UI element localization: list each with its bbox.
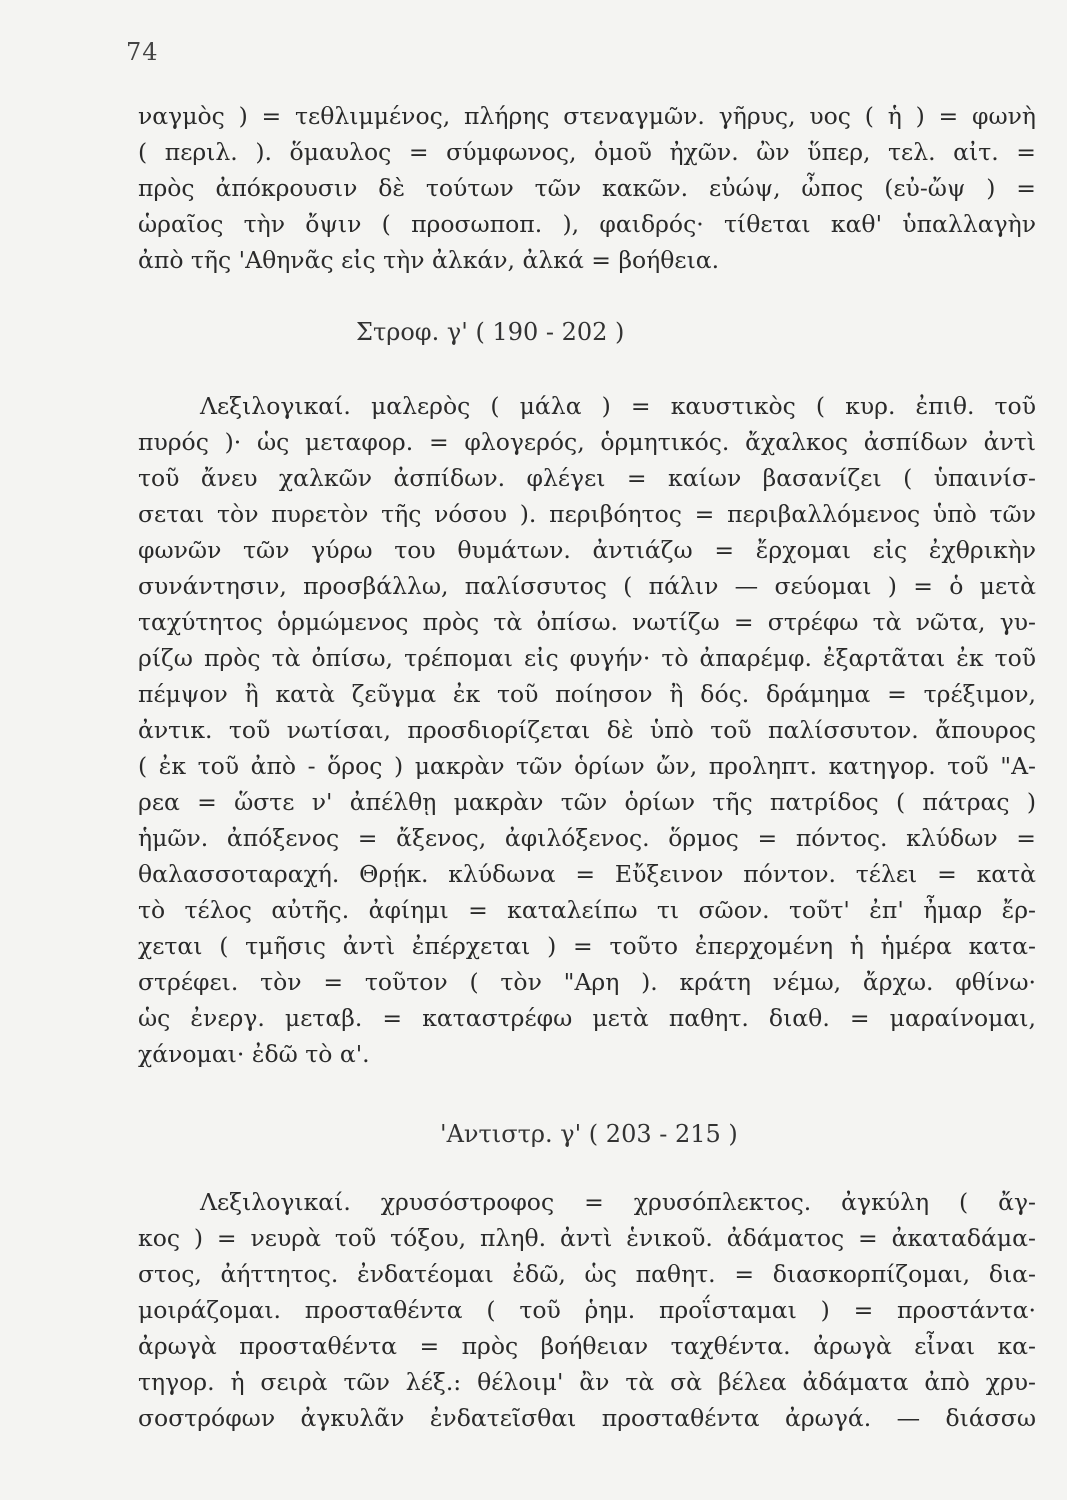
text-line: τηγορ. ἡ σειρὰ τῶν λέξ.: θέλοιμ' ἂν τὰ σὰ βέλεα ἀδάματα ἀπὸ χρυ- bbox=[138, 1368, 1036, 1396]
text-line: συνάντησιν, προσβάλλω, παλίσσυτος ( πάλιν — σεύομαι ) = ὁ μετὰ bbox=[138, 572, 1036, 600]
text-line: τὸ τέλος αὐτῆς. ἀφίημι = καταλείπω τι σῶον. τοῦτ' ἐπ' ἦμαρ ἔρ- bbox=[138, 896, 1036, 924]
text-line: θαλασσοταραχή. Θρῄκ. κλύδωνα = Εὔξεινον πόντον. τέλει = κατὰ bbox=[138, 860, 1036, 888]
text-line: ρίζω πρὸς τὰ ὀπίσω, τρέπομαι εἰς φυγήν· τὸ ἀπαρέμφ. ἐξαρτᾶται ἐκ τοῦ bbox=[138, 644, 1036, 672]
text-line: πρὸς ἀπόκρουσιν δὲ τούτων τῶν κακῶν. εὐώψ, ὦπος (εὐ-ὤψ ) = bbox=[138, 174, 1036, 202]
text-line: σοστρόφων ἀγκυλᾶν ἐνδατεῖσθαι προσταθέντα ἀρωγά. — διάσσω bbox=[138, 1404, 1036, 1432]
text-line: ( ἐκ τοῦ ἀπὸ - ὅρος ) μακρὰν τῶν ὁρίων ὤν, προληπτ. κατηγορ. τοῦ "Α- bbox=[138, 752, 1036, 780]
text-line: ρεα = ὥστε ν' ἀπέλθῃ μακρὰν τῶν ὁρίων τῆς πατρίδος ( πάτρας ) bbox=[138, 788, 1036, 816]
text-line: ταχύτητος ὁρμώμενος πρὸς τὰ ὀπίσω. νωτίζω = στρέφω τὰ νῶτα, γυ- bbox=[138, 608, 1036, 636]
section-heading-antistrophe: 'Αντιστρ. γ' ( 203 - 215 ) bbox=[440, 1120, 738, 1148]
text-line: ἀρωγὰ προσταθέντα = πρὸς βοήθειαν ταχθέντα. ἀρωγὰ εἶναι κα- bbox=[138, 1332, 1036, 1360]
text-line: Λεξιλογικαί. μαλερὸς ( μάλα ) = καυστικὸς ( κυρ. ἐπιθ. τοῦ bbox=[200, 392, 1036, 420]
text-line: ἡμῶν. ἀπόξενος = ἄξενος, ἀφιλόξενος. ὅρμος = πόντος. κλύδων = bbox=[138, 824, 1036, 852]
text-line: πέμψον ἢ κατὰ ζεῦγμα ἐκ τοῦ ποίησον ἢ δός. δράμημα = τρέξιμον, bbox=[138, 680, 1036, 708]
text-line: ναγμὸς ) = τεθλιμμένος, πλήρης στεναγμῶν. γῆρυς, υος ( ἡ ) = φωνὴ bbox=[138, 102, 1036, 130]
text-line: ὡς ἐνεργ. μεταβ. = καταστρέφω μετὰ παθητ. διαθ. = μαραίνομαι, bbox=[138, 1004, 1036, 1032]
text-line: τοῦ ἄνευ χαλκῶν ἀσπίδων. φλέγει = καίων βασανίζει ( ὑπαινίσ- bbox=[138, 464, 1036, 492]
text-line: χάνομαι· ἐδῶ τὸ α'. bbox=[138, 1040, 370, 1068]
text-line: μοιράζομαι. προσταθέντα ( τοῦ ῥημ. προΐσταμαι ) = προστάντα· bbox=[138, 1296, 1036, 1324]
text-line: φωνῶν τῶν γύρω του θυμάτων. ἀντιάζω = ἔρχομαι εἰς ἐχθρικὴν bbox=[138, 536, 1036, 564]
text-line: ( περιλ. ). ὅμαυλος = σύμφωνος, ὁμοῦ ἠχῶν. ὢν ὕπερ, τελ. αἰτ. = bbox=[138, 138, 1036, 166]
text-line: Λεξιλογικαί. χρυσόστροφος = χρυσόπλεκτος. ἀγκύλη ( ἄγ- bbox=[200, 1188, 1036, 1216]
text-line: ὡραῖος τὴν ὄψιν ( προσωποπ. ), φαιδρός· τίθεται καθ' ὑπαλλαγὴν bbox=[138, 210, 1036, 238]
text-line: κος ) = νευρὰ τοῦ τόξου, πληθ. ἀντὶ ἑνικοῦ. ἀδάματος = ἀκαταδάμα- bbox=[138, 1224, 1036, 1252]
text-line: πυρός )· ὡς μεταφορ. = φλογερός, ὁρμητικός. ἄχαλκος ἀσπίδων ἀντὶ bbox=[138, 428, 1036, 456]
text-line: χεται ( τμῆσις ἀντὶ ἐπέρχεται ) = τοῦτο ἐπερχομένη ἡ ἡμέρα κατα- bbox=[138, 932, 1036, 960]
section-heading-strophe: Στροφ. γ' ( 190 - 202 ) bbox=[356, 318, 625, 346]
text-line: ἀπὸ τῆς 'Αθηνᾶς εἰς τὴν ἀλκάν, ἀλκά = βοήθεια. bbox=[138, 246, 720, 274]
text-line: στρέφει. τὸν = τοῦτον ( τὸν "Αρη ). κράτη νέμω, ἄρχω. φθίνω· bbox=[138, 968, 1036, 996]
page-number: 74 bbox=[126, 38, 159, 66]
text-line: στος, ἀήττητος. ἐνδατέομαι ἐδῶ, ὡς παθητ. = διασκορπίζομαι, δια- bbox=[138, 1260, 1036, 1288]
text-line: σεται τὸν πυρετὸν τῆς νόσου ). περιβόητος = περιβαλλόμενος ὑπὸ τῶν bbox=[138, 500, 1036, 528]
text-line: ἀντικ. τοῦ νωτίσαι, προσδιορίζεται δὲ ὑπὸ τοῦ παλίσσυτον. ἄπουρος bbox=[138, 716, 1036, 744]
